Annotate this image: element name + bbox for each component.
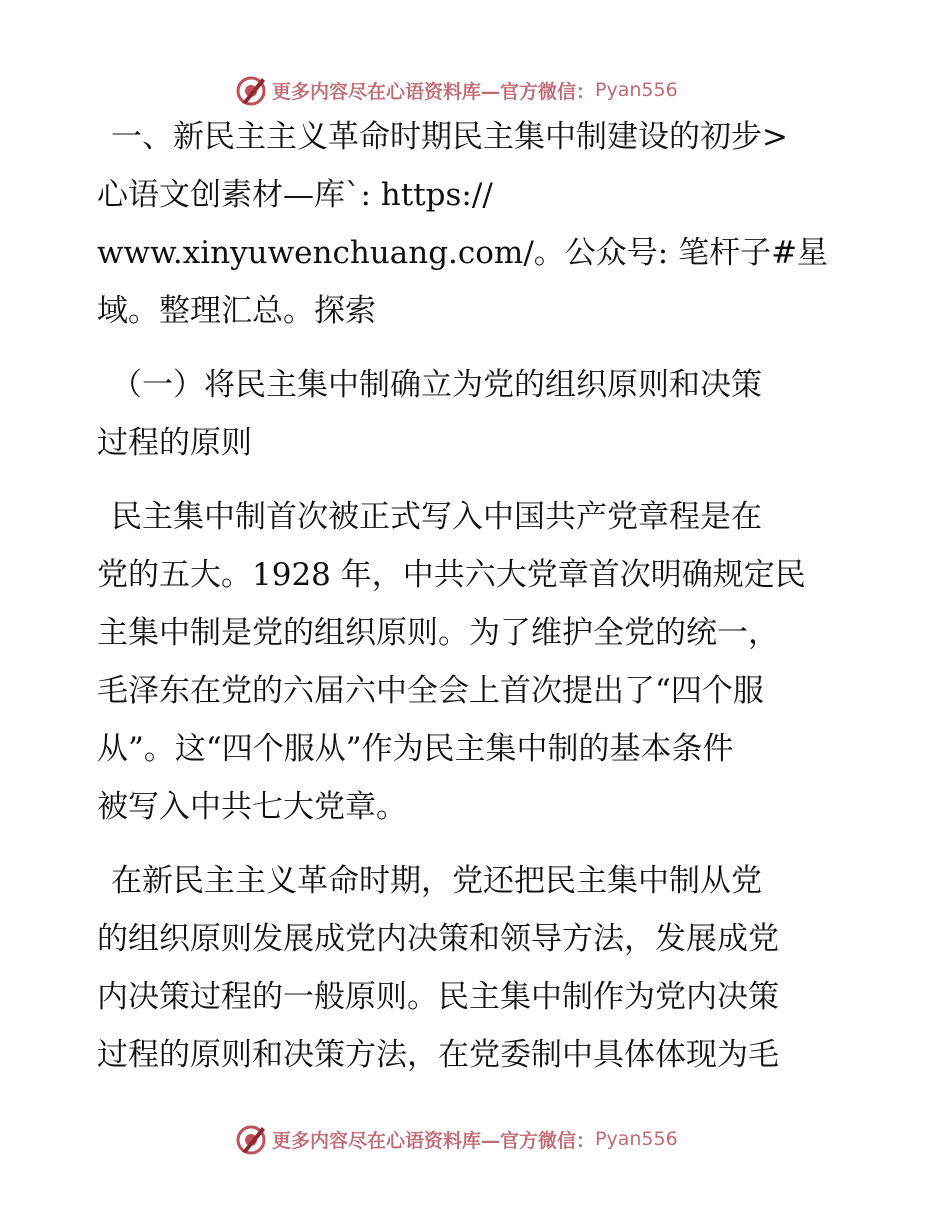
quill-seal-icon: [234, 73, 268, 107]
text-line: 毛泽东在党的六届六中全会上首次提出了“四个服: [97, 674, 764, 709]
paragraph: [97, 120, 857, 352]
text-line: 域。整理汇总。探索: [97, 294, 376, 329]
text-line: 的组织原则发展成党内决策和领导方法，发展成党: [97, 922, 779, 957]
text-line: 党的五大。1928 年，中共六大党章首次明确规定民: [97, 558, 806, 593]
paragraph: [97, 500, 857, 848]
header-watermark-banner: [234, 72, 678, 108]
text-line: 过程的原则: [97, 426, 252, 461]
banner-text: 更多内容尽在心语资料库—官方微信：: [272, 80, 596, 103]
text-line: 从”。这“四个服从”作为民主集中制的基本条件: [97, 732, 734, 767]
quill-seal-icon: [234, 1122, 268, 1156]
text-line: 主集中制是党的组织原则。为了维护全党的统一，: [97, 616, 779, 651]
document-body: [97, 120, 857, 1096]
text-line: 一、新民主主义革命时期民主集中制建设的初步>: [111, 120, 788, 155]
text-line: 内决策过程的一般原则。民主集中制作为党内决策: [97, 980, 779, 1015]
text-line: 过程的原则和决策方法，在党委制中具体体现为毛: [97, 1038, 779, 1073]
text-line: 民主集中制首次被正式写入中国共产党章程是在: [111, 500, 762, 535]
banner-wechat-id: Pyan556: [595, 1128, 678, 1150]
banner-text: 更多内容尽在心语资料库—官方微信：: [272, 1129, 596, 1152]
text-line: （一）将民主集中制确立为党的组织原则和决策: [111, 368, 762, 403]
section-heading: [97, 368, 857, 484]
text-line: 在新民主主义革命时期，党还把民主集中制从党: [111, 864, 762, 899]
paragraph: [97, 864, 857, 1096]
footer-watermark-banner: [234, 1121, 678, 1157]
text-line: www.xinyuwenchuang.com/。公众号: 笔杆子#星: [97, 236, 829, 271]
text-line: 心语文创素材—库`: https://: [97, 178, 493, 213]
banner-wechat-id: Pyan556: [595, 79, 678, 101]
text-line: 被写入中共七大党章。: [97, 790, 407, 825]
